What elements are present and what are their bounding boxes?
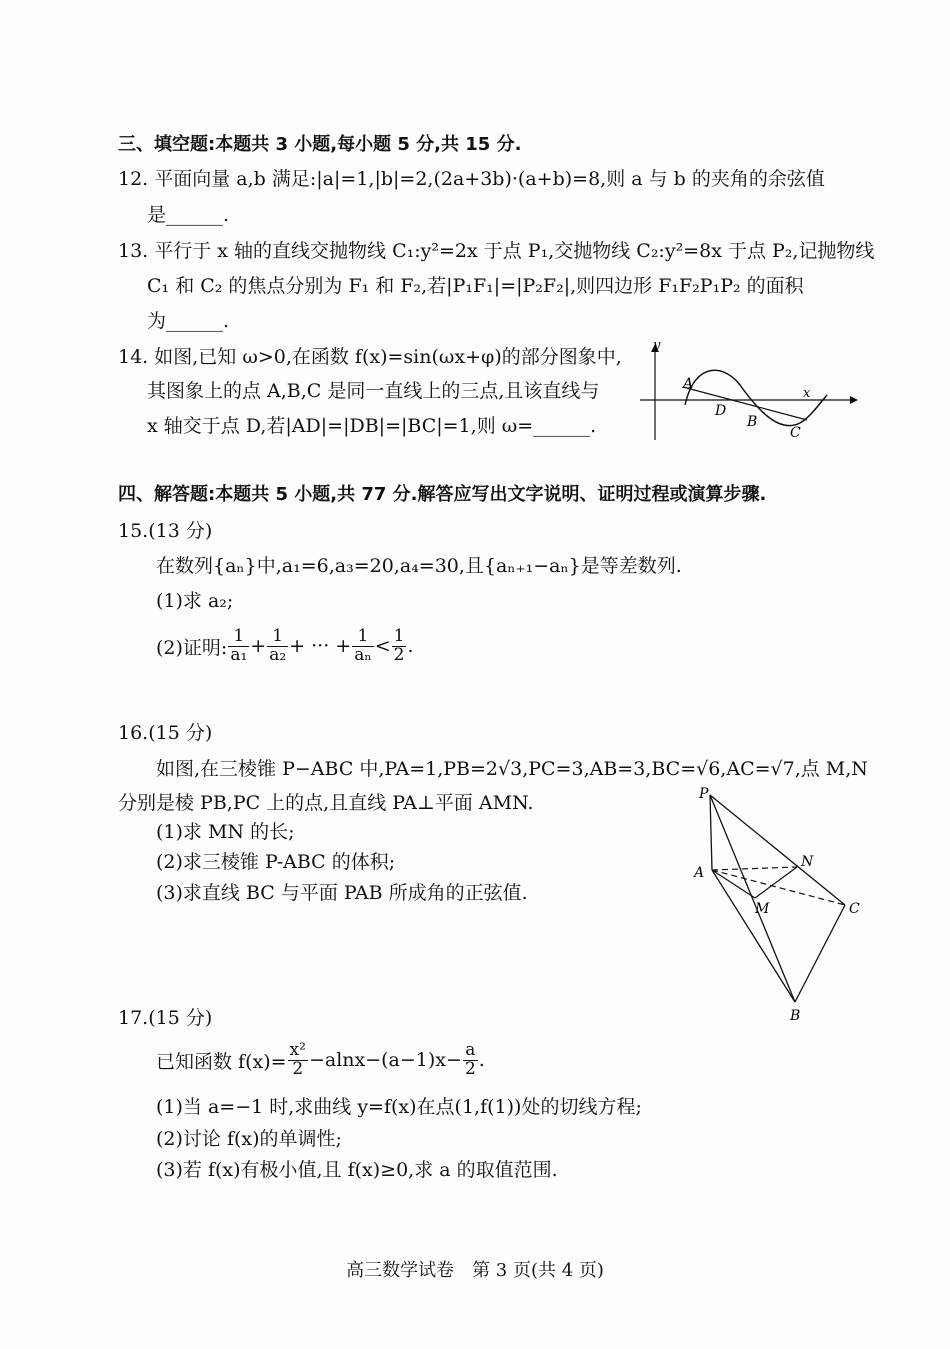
point-n-label: N <box>801 854 814 870</box>
point-d-label: D <box>715 403 727 419</box>
point-b-label: B <box>747 414 758 430</box>
q15-part2-prefix: (2)证明: <box>156 636 228 659</box>
q13-line2: C₁ 和 C₂ 的焦点分别为 F₁ 和 F₂,若|P₁F₁|=|P₂F₂|,则四边形 F₁F₂P₁P₂ 的面积 <box>147 275 804 297</box>
vertex-p-label: P <box>699 786 709 802</box>
fraction-x2-over-2 <box>288 1039 308 1079</box>
q16-part3: (3)求直线 BC 与平面 PAB 所成角的正弦值. <box>156 882 528 904</box>
vertex-a-label: A <box>694 865 705 881</box>
frac-numerator: 1 <box>228 628 249 647</box>
fraction-1-over-an <box>352 625 374 665</box>
fraction-one-half <box>392 625 407 665</box>
frac-denominator: 2 <box>292 1058 304 1079</box>
x-axis-arrow-icon <box>850 396 858 404</box>
frac-numerator: a <box>463 1042 478 1061</box>
frac-denominator: 2 <box>393 644 405 665</box>
frac-numerator: x² <box>289 1039 306 1060</box>
q15-stem: 在数列{aₙ}中,a₁=6,a₃=20,a₄=30,且{aₙ₊₁−aₙ}是等差数列. <box>156 555 682 577</box>
page-footer: 高三数学试卷 第 3 页(共 4 页) <box>346 1260 604 1281</box>
vertex-b-label: B <box>790 1008 801 1024</box>
sine-graph-figure <box>635 335 865 445</box>
q14-line2: 其图象上的点 A,B,C 是同一直线上的三点,且该直线与 <box>147 380 600 402</box>
q17-stem-end: . <box>478 1049 485 1071</box>
q14-line3: x 轴交于点 D,若|AD|=|DB|=|BC|=1,则 ω=______. <box>147 415 597 437</box>
frac-numerator: 1 <box>393 625 405 646</box>
pyramid-figure <box>685 780 870 1025</box>
section4-heading: 四、解答题:本题共 5 小题,共 77 分.解答应写出文字说明、证明过程或演算步骤. <box>118 484 767 505</box>
point-m-label: M <box>755 901 770 917</box>
q12-line2: 是______. <box>147 204 230 226</box>
q17-stem-middle: −alnx−(a−1)x− <box>308 1049 462 1071</box>
edge-pa <box>710 795 712 870</box>
y-axis-label: y <box>653 338 661 353</box>
q17-stem <box>156 1036 485 1084</box>
ellipsis-sum: + ··· + <box>289 635 352 657</box>
segment-an-hidden <box>712 867 797 870</box>
q14-line1: 14. 如图,已知 ω>0,在函数 f(x)=sin(ωx+φ)的部分图象中, <box>118 346 622 368</box>
q17-title: 17.(15 分) <box>118 1007 213 1029</box>
edge-pb <box>710 795 795 1002</box>
edge-bc <box>795 905 845 1002</box>
q15-part2 <box>156 622 414 670</box>
q16-line1: 如图,在三棱锥 P−ABC 中,PA=1,PB=2√3,PC=3,AB=3,BC=√6,AC=√7,点 M,N <box>156 758 868 780</box>
fraction-1-over-a2 <box>267 625 288 665</box>
q13-line3: 为______. <box>147 310 230 332</box>
frac-denominator: aₙ <box>354 644 372 665</box>
q17-part3: (3)若 f(x)有极小值,且 f(x)≥0,求 a 的取值范围. <box>156 1159 558 1181</box>
section3-heading: 三、填空题:本题共 3 小题,每小题 5 分,共 15 分. <box>118 134 522 155</box>
frac-numerator: 1 <box>352 628 374 647</box>
fraction-1-over-a1 <box>228 625 249 665</box>
q15-end-period: . <box>407 635 414 657</box>
q15-part1: (1)求 a₂; <box>156 590 234 612</box>
frac-denominator: 2 <box>464 1058 476 1079</box>
frac-denominator: a₂ <box>269 644 287 665</box>
frac-denominator: a₁ <box>230 644 248 665</box>
edge-ab <box>712 870 795 1002</box>
vertex-c-label: C <box>849 901 860 917</box>
less-than-sign: < <box>374 635 391 657</box>
q13-line1: 13. 平行于 x 轴的直线交抛物线 C₁:y²=2x 于点 P₁,交抛物线 C₂:y²=8x 于点 P₂,记抛物线 <box>118 240 875 262</box>
point-a-label: A <box>683 376 694 392</box>
edge-pc <box>710 795 845 905</box>
segment-am <box>712 870 755 898</box>
q17-part2: (2)讨论 f(x)的单调性; <box>156 1128 342 1150</box>
q16-part1: (1)求 MN 的长; <box>156 821 295 843</box>
x-axis-label: x <box>803 386 811 401</box>
q16-line2: 分别是棱 PB,PC 上的点,且直线 PA⊥平面 AMN. <box>118 792 534 814</box>
q16-title: 16.(15 分) <box>118 722 213 744</box>
q15-title: 15.(13 分) <box>118 520 213 542</box>
q12-line1: 12. 平面向量 a,b 满足:|a|=1,|b|=2,(2a+3b)·(a+b)=8,则 a 与 b 的夹角的余弦值 <box>118 168 825 190</box>
q16-part2: (2)求三棱锥 P-ABC 的体积; <box>156 851 396 873</box>
edge-ac-hidden <box>712 870 845 905</box>
point-c-label: C <box>790 425 801 441</box>
frac-numerator: 1 <box>267 628 288 647</box>
q17-part1: (1)当 a=−1 时,求曲线 y=f(x)在点(1,f(1))处的切线方程; <box>156 1096 642 1118</box>
q17-stem-prefix: 已知函数 f(x)= <box>156 1050 287 1073</box>
fraction-a-over-2 <box>463 1039 478 1079</box>
plus-sign: + <box>250 635 267 657</box>
